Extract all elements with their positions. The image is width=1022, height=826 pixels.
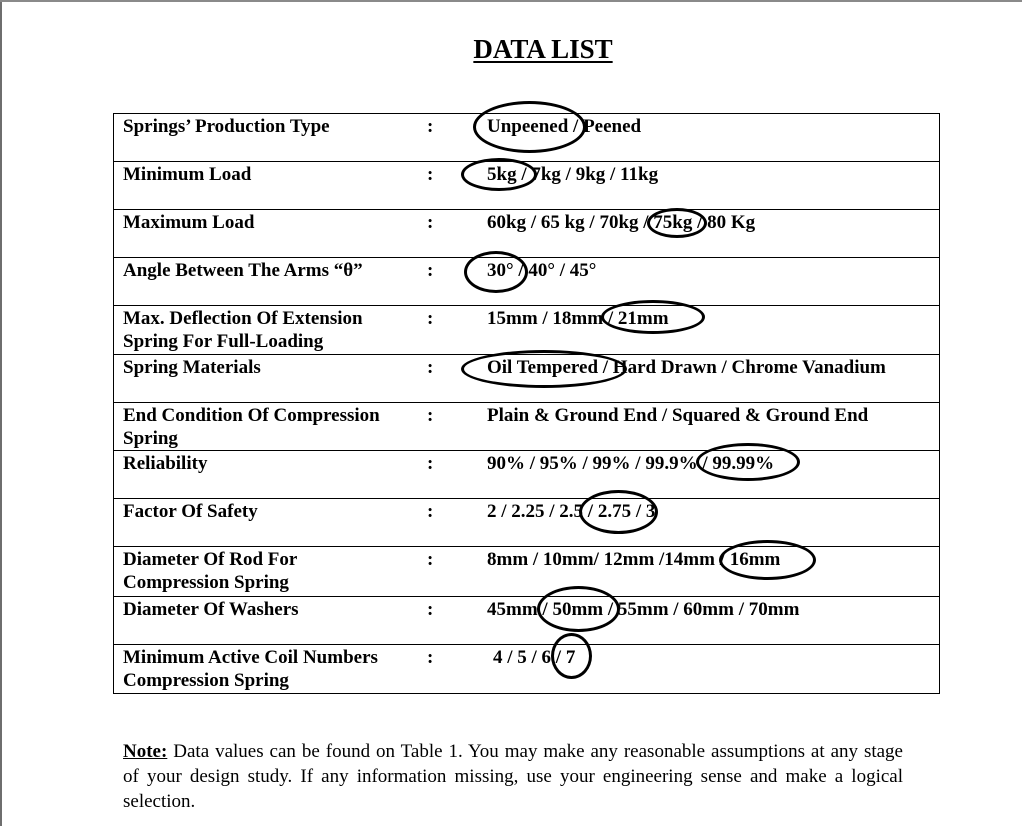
row-colon: : xyxy=(427,405,434,426)
table-row xyxy=(114,597,939,645)
row-label: Angle Between The Arms “θ” xyxy=(123,260,363,281)
table-row xyxy=(114,355,939,403)
option-text: / 80 Kg xyxy=(697,212,756,233)
row-colon: : xyxy=(427,212,434,233)
table-row xyxy=(114,547,939,597)
table-row xyxy=(114,306,939,355)
selected-option: 30° xyxy=(487,259,514,282)
table-row xyxy=(114,451,939,499)
row-label: Max. Deflection Of Extension Spring For Full-Loading xyxy=(123,308,363,352)
option-text: / 40° / 45° xyxy=(518,260,597,281)
row-label: Factor Of Safety xyxy=(123,501,258,522)
row-colon: : xyxy=(427,453,434,474)
row-values xyxy=(493,646,575,669)
selected-option: 75kg xyxy=(653,211,692,234)
page-title: DATA LIST xyxy=(473,34,613,64)
selected-option: 21mm xyxy=(618,307,669,330)
row-label: End Condition Of Compression Spring xyxy=(123,405,380,449)
option-text: 2 / 2.25 / 2.5 / xyxy=(487,501,594,522)
table-row xyxy=(114,258,939,306)
note-text: Data values can be found on Table 1. You may make any reasonable assumptions at any stage of your design study. If any information missing, use your engineering sense and make a logical selection. xyxy=(123,741,903,812)
note-label: Note: xyxy=(123,741,168,762)
option-text: 4 / 5 / 6 / xyxy=(493,647,562,668)
row-colon: : xyxy=(427,357,434,378)
selected-option: 5kg xyxy=(487,163,517,186)
selected-option: Unpeened xyxy=(487,115,568,138)
table-row xyxy=(114,499,939,547)
option-text: / Hard Drawn / Chrome Vanadium xyxy=(602,357,886,378)
row-colon: : xyxy=(427,164,434,185)
table-row xyxy=(114,403,939,451)
option-text: / Peened xyxy=(573,116,642,137)
row-values xyxy=(487,452,774,475)
option-text: / 55mm / 60mm / 70mm xyxy=(607,599,800,620)
option-text: 8mm / 10mm/ 12mm /14mm / xyxy=(487,549,725,570)
row-values xyxy=(487,211,755,234)
option-text: 60kg / 65 kg / 70kg / xyxy=(487,212,649,233)
row-values xyxy=(487,548,780,571)
table-row xyxy=(114,645,939,693)
option-text: / 7kg / 9kg / 11kg xyxy=(521,164,659,185)
row-label: Reliability xyxy=(123,453,208,474)
row-label: Spring Materials xyxy=(123,357,261,378)
option-text: 90% / 95% / 99% / 99.9% / xyxy=(487,453,708,474)
row-colon: : xyxy=(427,647,434,668)
page-left-edge xyxy=(0,0,2,826)
selected-option: Oil Tempered xyxy=(487,356,598,379)
note-paragraph xyxy=(123,739,903,814)
option-text: / 3 xyxy=(635,501,656,522)
row-values xyxy=(487,115,641,138)
row-colon: : xyxy=(427,549,434,570)
row-label: Springs’ Production Type xyxy=(123,116,330,137)
selected-option: 16mm xyxy=(730,548,781,571)
row-values xyxy=(487,500,655,523)
row-values xyxy=(487,259,596,282)
selected-option: 99.99% xyxy=(712,452,774,475)
table-row xyxy=(114,114,939,162)
table-row xyxy=(114,210,939,258)
option-text: 15mm / 18mm / xyxy=(487,308,614,329)
row-label: Diameter Of Washers xyxy=(123,599,299,620)
row-colon: : xyxy=(427,501,434,522)
row-label: Minimum Load xyxy=(123,164,252,185)
row-values xyxy=(487,356,886,379)
row-colon: : xyxy=(427,260,434,281)
row-label: Minimum Active Coil Numbers Compression Spring xyxy=(123,647,378,691)
option-text: 45mm / xyxy=(487,599,548,620)
row-label: Maximum Load xyxy=(123,212,255,233)
row-label: Diameter Of Rod For Compression Spring xyxy=(123,549,298,593)
row-values xyxy=(487,163,658,186)
page-top-edge xyxy=(0,0,1022,2)
row-values xyxy=(487,404,868,427)
row-values xyxy=(487,307,669,330)
selected-option: 2.75 xyxy=(598,500,631,523)
row-values xyxy=(487,598,799,621)
option-text: Plain & Ground End / Squared & Ground End xyxy=(487,405,869,426)
table-row xyxy=(114,162,939,210)
row-colon: : xyxy=(427,599,434,620)
selected-option: 7 xyxy=(566,646,576,669)
data-list-table xyxy=(113,113,940,694)
row-colon: : xyxy=(427,116,434,137)
row-colon: : xyxy=(427,308,434,329)
selected-option: 50mm xyxy=(552,598,603,621)
